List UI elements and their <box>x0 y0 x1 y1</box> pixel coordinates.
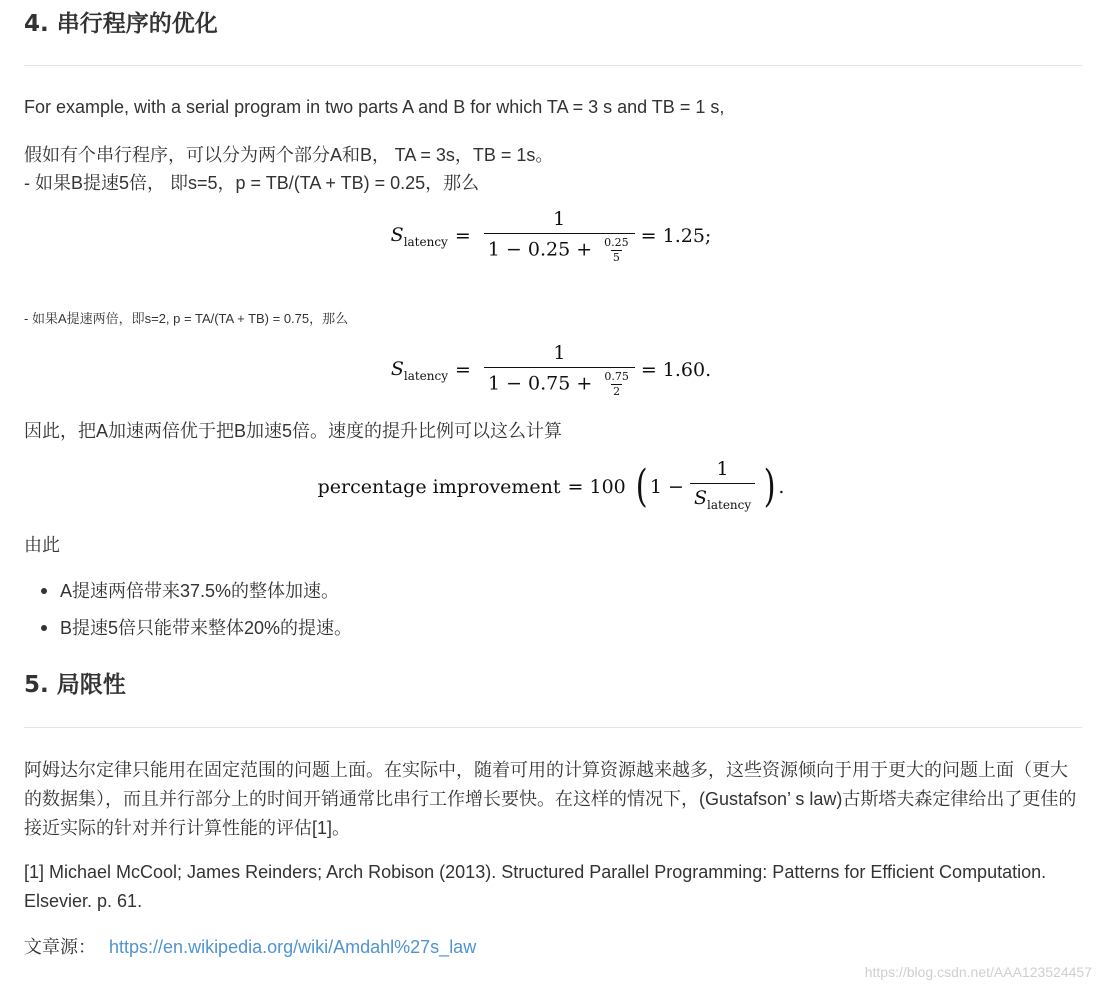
eq3-lhs: percentage improvement <box>317 476 561 498</box>
section-heading-limitations: 5. 局限性 <box>24 672 126 698</box>
limitations-paragraph: 阿姆达尔定律只能用在固定范围的问题上面。在实际中，随着可用的计算资源越来越多，这些资源倾向于用于更大的问题上面（更大的数据集），而且并行部分上的时间开销通常比串行工作增长要快。在这样的情况下，(Gustafson’ s law)古斯塔夫森定律给出了更佳的接近实际的针对并行计算性能的评估[1]。 <box>24 760 1077 838</box>
eq1-result: = 1.25; <box>640 225 712 247</box>
equation-latency-a: $S_{latency}$ = 1 1 − 0.75 + $\frac{0.75}{2}$ = 1.60. <box>390 342 712 398</box>
eq1-fraction: 1 1 − 0.25 + $\frac{0.25}{5}$ <box>484 208 635 264</box>
intro-chinese: 假如有个串行程序，可以分为两个部分A和B， TA = 3s，TB = 1s。 <box>24 145 554 165</box>
eq2-result: = 1.60. <box>640 359 712 381</box>
source-label: 文章源： <box>24 937 96 957</box>
eq1-lhs: $S_{latency}$ <box>390 223 448 249</box>
eq2-fraction: 1 1 − 0.75 + $\frac{0.75}{2}$ <box>484 342 635 398</box>
bullet-marker <box>41 625 47 631</box>
case-b-text: - 如果B提速5倍， 即s=5，p = TB/(TA + TB) = 0.25，那么 <box>24 173 480 193</box>
case-a-text: - 如果A提速两倍，即s=2, p = TA/(TA + TB) = 0.75，那么 <box>24 311 349 326</box>
list-item: B提速5倍只能带来整体20%的提速。 <box>60 618 353 638</box>
heading-divider <box>24 727 1082 728</box>
intro-english: For example, with a serial program in two parts A and B for which TA = 3 s and TB = 1 s, <box>24 97 725 117</box>
equation-percentage-improvement: percentage improvement = 100 ( 1 − $\frac{1}{S_{latency}}$ ) . <box>0 458 1102 516</box>
equation-latency-b: $S_{latency}$ = 1 1 − 0.25 + $\frac{0.25}{5}$ = 1.25; <box>390 208 712 264</box>
eq2-lhs: $S_{latency}$ <box>390 357 449 383</box>
conclusion-text: 因此，把A加速两倍优于把B加速5倍。速度的提升比例可以这么计算 <box>24 421 563 441</box>
heading-divider <box>24 65 1082 66</box>
list-item: A提速两倍带来37.5%的整体加速。 <box>60 581 340 601</box>
reference-citation: [1] Michael McCool; James Reinders; Arch Robison (2013). Structured Parallel Programming: Patterns for Efficient Computation. Elsevier. p. 61. <box>24 862 1047 911</box>
section-heading-optimization: 4. 串行程序的优化 <box>24 11 218 37</box>
bullet-marker <box>41 588 47 594</box>
source-link[interactable]: https://en.wikipedia.org/wiki/Amdahl%27s_law <box>109 937 477 957</box>
watermark: https://blog.csdn.net/AAA123524457 <box>864 964 1092 980</box>
eq3-fraction: $\frac{1}{S_{latency}}$ <box>690 458 755 516</box>
hence-text: 由此 <box>24 535 60 555</box>
source-line <box>24 934 476 960</box>
